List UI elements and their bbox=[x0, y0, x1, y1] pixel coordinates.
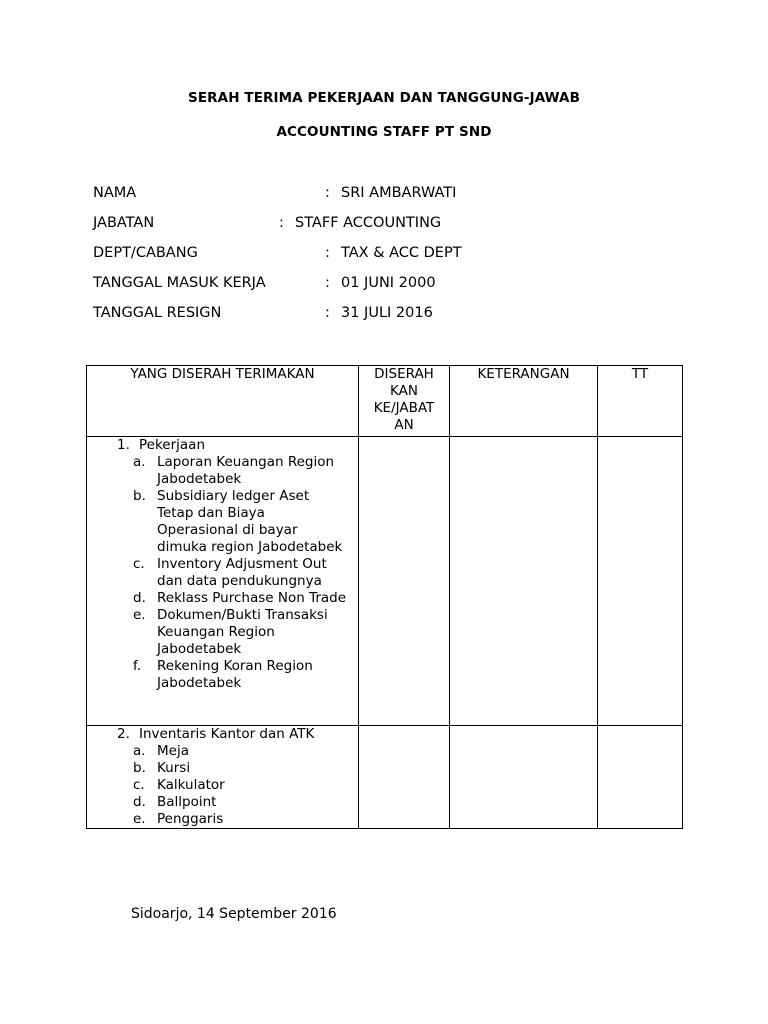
info-label-nama: NAMA bbox=[93, 185, 137, 201]
item-text: Rekening Koran Region Jabodetabek bbox=[157, 658, 313, 691]
list-item bbox=[87, 488, 358, 556]
item-letter: c. bbox=[133, 777, 145, 793]
info-value-jabatan: STAFF ACCOUNTING bbox=[295, 215, 442, 231]
item-letter: a. bbox=[133, 743, 146, 759]
header-diserahkan-ke-jabatan bbox=[359, 366, 450, 437]
info-value-tanggal-resign: 31 JULI 2016 bbox=[341, 305, 433, 321]
table-row bbox=[87, 437, 683, 726]
item-text: Kalkulator bbox=[157, 777, 225, 793]
info-label-jabatan: JABATAN bbox=[93, 215, 155, 231]
list-item bbox=[87, 760, 358, 777]
info-label-tanggal-masuk: TANGGAL MASUK KERJA bbox=[93, 275, 266, 291]
item-letter: b. bbox=[133, 760, 146, 776]
list-item bbox=[87, 590, 358, 607]
info-separator: : bbox=[325, 185, 330, 201]
section-inventaris bbox=[87, 726, 359, 829]
item-text: Kursi bbox=[157, 760, 191, 776]
header-tt: TT bbox=[598, 366, 683, 437]
section-number: 2. bbox=[117, 726, 130, 742]
section-item-list bbox=[87, 743, 358, 828]
header-keterangan: KETERANGAN bbox=[450, 366, 598, 437]
info-value-nama: SRI AMBARWATI bbox=[341, 185, 457, 201]
section-number: 1. bbox=[117, 437, 130, 453]
info-value-tanggal-masuk: 01 JUNI 2000 bbox=[341, 275, 436, 291]
list-item bbox=[87, 556, 358, 590]
header-yang-diserah-terimakan: YANG DISERAH TERIMAKAN bbox=[87, 366, 359, 437]
item-letter: d. bbox=[133, 794, 146, 810]
list-item bbox=[87, 743, 358, 760]
item-letter: e. bbox=[133, 811, 146, 827]
info-separator: : bbox=[325, 245, 330, 261]
document-subtitle: ACCOUNTING STAFF PT SND bbox=[276, 124, 492, 140]
info-value-dept: TAX & ACC DEPT bbox=[341, 245, 462, 261]
list-item bbox=[87, 454, 358, 488]
section-title: Pekerjaan bbox=[139, 437, 206, 453]
item-text: Dokumen/Bukti Transaksi Keuangan Region Jabodetabek bbox=[157, 607, 328, 657]
item-text: Meja bbox=[157, 743, 189, 759]
cell-tt-empty bbox=[598, 726, 683, 829]
item-text: Ballpoint bbox=[157, 794, 217, 810]
section-title: Inventaris Kantor dan ATK bbox=[139, 726, 315, 742]
header-line: KE/JABAT bbox=[373, 400, 435, 416]
place-date: Sidoarjo, 14 September 2016 bbox=[131, 906, 337, 922]
list-item bbox=[87, 607, 358, 658]
header-line: DISERAH bbox=[374, 366, 434, 382]
list-item bbox=[87, 777, 358, 794]
item-letter: f. bbox=[133, 658, 142, 674]
info-separator: : bbox=[325, 275, 330, 291]
header-line: KAN bbox=[390, 383, 418, 399]
table-header-row bbox=[87, 366, 683, 437]
info-separator: : bbox=[325, 305, 330, 321]
info-label-tanggal-resign: TANGGAL RESIGN bbox=[93, 305, 222, 321]
item-letter: d. bbox=[133, 590, 146, 606]
document-title: SERAH TERIMA PEKERJAAN DAN TANGGUNG-JAWAB bbox=[188, 90, 580, 106]
table-row bbox=[87, 726, 683, 829]
list-item bbox=[87, 658, 358, 692]
item-letter: a. bbox=[133, 454, 146, 470]
list-item bbox=[87, 811, 358, 828]
cell-tt-empty bbox=[598, 437, 683, 726]
handover-table bbox=[86, 365, 683, 829]
section-item-list bbox=[87, 454, 358, 692]
item-letter: b. bbox=[133, 488, 146, 504]
cell-keterangan-empty bbox=[450, 726, 598, 829]
info-label-dept: DEPT/CABANG bbox=[93, 245, 198, 261]
item-text: Subsidiary ledger Aset Tetap dan Biaya Operasional di bayar dimuka region Jabodetabek bbox=[157, 488, 343, 555]
cell-diserahkan-empty bbox=[359, 437, 450, 726]
item-text: Laporan Keuangan Region Jabodetabek bbox=[157, 454, 335, 487]
item-letter: e. bbox=[133, 607, 146, 623]
list-item bbox=[87, 794, 358, 811]
header-line: AN bbox=[394, 417, 414, 433]
info-separator: : bbox=[279, 215, 284, 231]
item-letter: c. bbox=[133, 556, 145, 572]
item-text: Penggaris bbox=[157, 811, 224, 827]
cell-diserahkan-empty bbox=[359, 726, 450, 829]
section-pekerjaan bbox=[87, 437, 359, 726]
cell-keterangan-empty bbox=[450, 437, 598, 726]
item-text: Inventory Adjusment Out dan data pendukungnya bbox=[157, 556, 327, 589]
item-text: Reklass Purchase Non Trade bbox=[157, 590, 347, 606]
